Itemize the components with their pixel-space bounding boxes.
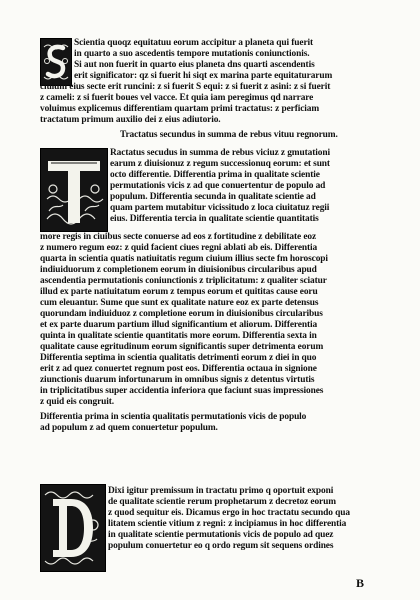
text-line: de qualitate scientie rerum prophetarum z decretoz eorum: [108, 497, 336, 507]
text-line: Differentia prima in scientia qualitatis permutationis vicis de populo: [40, 412, 307, 422]
text-line: populum. Differentia secunda in qualitate scientie ad: [110, 192, 316, 202]
text-line: quorundam indiuiduoz z completione eorum in diuisionibus circularibus: [40, 309, 323, 319]
text-line: tractatum primum auxilio dei z eius adiutorio.: [40, 115, 221, 125]
text-line: in triplicitatibus super accidentia inferiora que faciunt suas impressiones: [40, 386, 324, 396]
text-line: quam partem mutabitur vicissitudo z loca ciuitatuz regii: [110, 203, 330, 213]
text-line: Differentia septima in scientia qualitatis detrimenti eorum z diei in quo: [40, 353, 317, 363]
text-line: voluimus explicemus differentiam quartam primi tractatus: z perficiam: [40, 104, 320, 114]
text-line: ascendentia permutationis coniunctionis z triplicitatum: z qualiter sciatur: [40, 276, 327, 286]
text-line: erit significator: qz si fuerit hi siqt ex marina parte equitaturarum: [74, 71, 333, 81]
text-line: Dixi igitur premissum in tractatu primo q oportuit exponi: [108, 486, 334, 496]
initial-letter-s: [40, 38, 72, 86]
tractatus-heading: Tractatus secundus in summa de rebus vituu regnorum.: [120, 130, 338, 140]
text-line: in quarto a suo ascedentis tempore mutationis coniunctionis.: [74, 49, 310, 59]
initial-letter-d: [40, 484, 106, 572]
text-line: z quid eis congruit.: [40, 397, 115, 407]
text-line: Si aut non fuerit in quarto eius planeta dns quarti ascendentis: [74, 60, 315, 70]
text-line: z numero regum eoz: z quid facient ciues regni ablati ab eis. Differentia: [40, 243, 318, 253]
text-line: et ex parte duarum partium illud significantium et aliorum. Differentia: [40, 320, 318, 330]
text-line: illud ex parte natiuitatum eorum z tempus eorum et quititas cause eoru: [40, 287, 318, 297]
text-line: quarta in scientia quatis natiuitatis regum ciuium illius secte fm horoscopi: [40, 254, 328, 264]
text-line: z quod sequitur eis. Dicamus ergo in hoc tractatu secundo qua: [108, 508, 350, 518]
text-line: Scientia quoqz equitatuu eorum accipitur a planeta qui fuerit: [74, 38, 314, 48]
text-line: more regis in ciuibus secte conuerse ad eos z fortitudine z debilitate eoz: [40, 232, 317, 242]
text-line: qualitate cause egritudinum eorum significantis super detrimenta eorum: [40, 342, 324, 352]
text-line: quinta in qualitate scientie quantitatis more eorum. Differentia sexta in: [40, 331, 317, 341]
text-line: ciuium eius secte erit runcini: z si fuerit S equi: z si fuerit z asini: z si fuerit: [40, 82, 331, 92]
text-line: ziunctionis duarum infortunarum in omnibus signis z detentus virtutis: [40, 375, 315, 385]
text-line: populum conuertetur eo q ordo regum sit sequens ordines: [108, 541, 334, 551]
text-line: z cameli: z si fuerit boues vel vacce. Et quia iam peregimus qd narrare: [40, 93, 314, 103]
text-line: eius. Differentia tercia in qualitate scientie quantitatis: [110, 214, 319, 224]
text-line: earum z diuisionuz z regum successionuq eorum: et sunt: [110, 159, 330, 169]
signature-mark: B: [356, 576, 365, 590]
initial-letter-t: [40, 148, 108, 232]
text-line: cum eleuantur. Sume que sunt ex qualitate nature eoz ex parte detensus: [40, 298, 319, 308]
text-line: octo differentie. Differentia prima in qualitate scientie: [110, 170, 320, 180]
text-line: permutationis vicis z ad que conuertentur de populo ad: [110, 181, 326, 191]
text-line: litatem scientie vitium z regni: z incipiamus in hoc differentia: [108, 519, 347, 529]
text-line: indiuiduorum z completionem eorum in diuisionibus circularibus apud: [40, 265, 317, 275]
text-line: ad populum z ad quem conuertetur populum.: [40, 423, 218, 433]
text-line: in qualitate scientie permutationis vicis de populo ad quez: [108, 530, 334, 540]
text-line: Ractatus secudus in summa de rebus viciuz z gmutationi: [110, 148, 330, 158]
text-line: erit z ad quez conuertet regnum post eos. Differentia octaua in signione: [40, 364, 317, 374]
